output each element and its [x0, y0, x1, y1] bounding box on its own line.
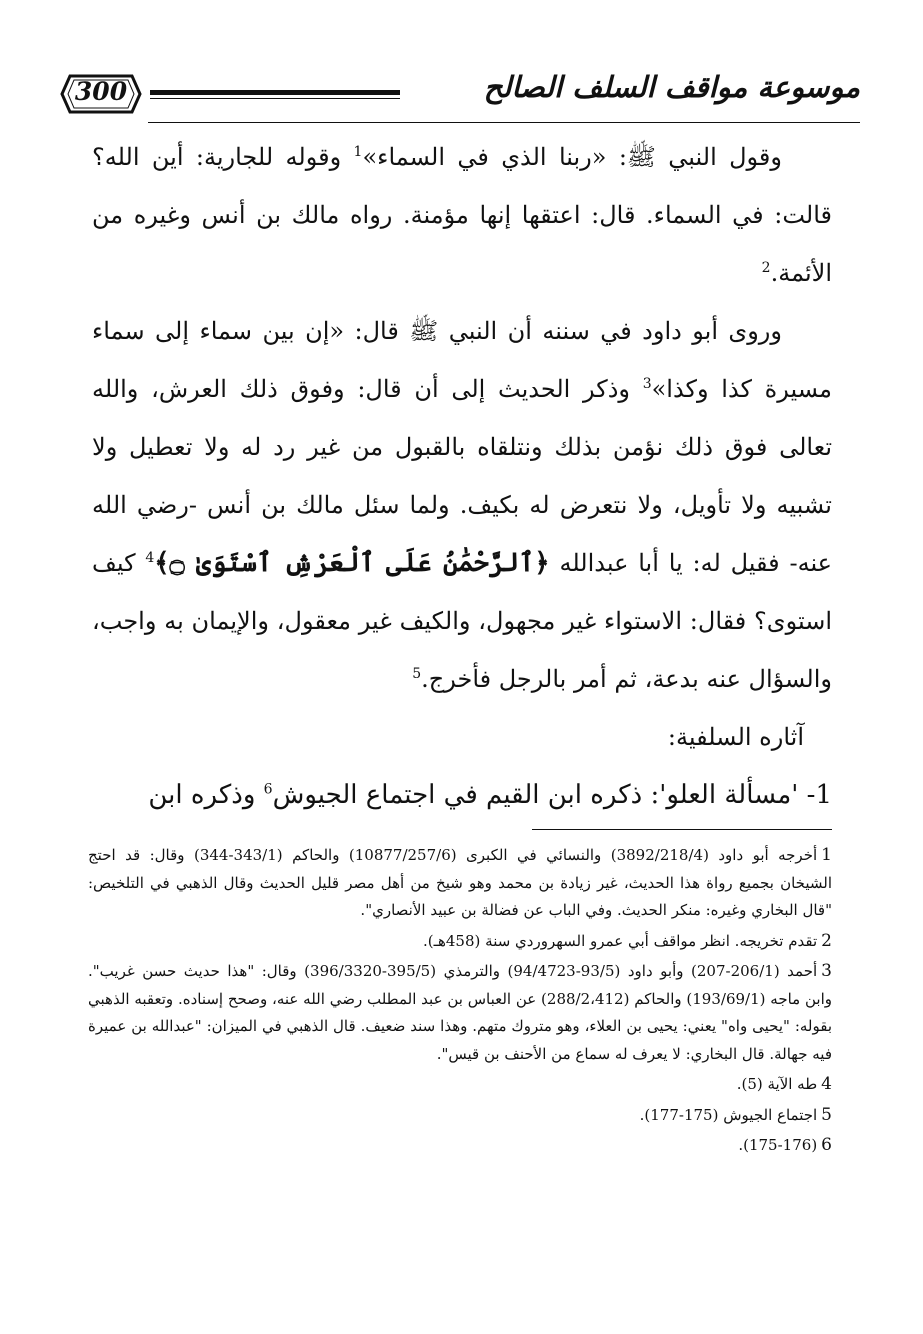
footnote-2 — [88, 928, 832, 956]
text-run: وذكره ابن — [148, 780, 264, 810]
series-title: موسوعة مواقف السلف الصالح — [483, 70, 860, 104]
footnote-number: 3 — [821, 961, 832, 981]
footnote-separator — [532, 829, 832, 830]
text-run: 1- 'مسألة العلو': ذكره ابن القيم في اجتماع الجيوش — [272, 780, 832, 810]
list-item-1 — [92, 766, 832, 824]
main-text — [92, 128, 832, 824]
footnote-5 — [88, 1102, 832, 1130]
footnote-4 — [88, 1071, 832, 1099]
footnote-ref-2[interactable]: 2 — [761, 260, 771, 276]
footnote-text: أحمد (206/1-207) وأبو داود (93/5-94/4723) والترمذي (395/5-396/3320) وقال: "هذا حديث حسن غريب". وابن ماجه (193/69/1) والحاكم (288/2،412) عن العباس بن عبد المطلب رضي الله عنه، وصحح إسناده. وتعقبه الذهبي بقوله: "يحيى واه" يعني: يحيى بن العلاء، وهو متروك متهم. وهذا سند ضعيف. قال الذهبي في الميزان: "عبدالله بن عميرة فيه جهالة. قال البخاري: لا يعرف له سماع من الأحنف بن قيس". — [88, 962, 833, 1063]
header-ornament-rule — [150, 90, 400, 99]
footnote-number: 6 — [821, 1135, 832, 1155]
header-divider — [148, 122, 860, 123]
section-subheading: آثاره السلفية: — [667, 723, 804, 751]
footnote-text: (175-176). — [738, 1136, 818, 1154]
text-run: كيف استوى؟ فقال: الاستواء غير مجهول، والكيف غير معقول، والإيمان به واجب، والسؤال عنه بدعة، ثم أمر بالرجل فأخرج. — [92, 549, 832, 693]
text-run: وقول النبي ﷺ: «ربنا الذي في السماء» — [362, 143, 782, 171]
text-run: وذكر الحديث إلى أن قال: وفوق ذلك العرش، والله تعالى فوق ذلك نؤمن بذلك ونتلقاه بالقبول من غير رد له ولا تعطيل ولا تشبيه ولا تأويل، ولا نتعرض له بكيف. ولما سئل مالك بن أنس -رضي الله عنه- فقيل له: يا أبا عبدالله — [92, 375, 833, 577]
footnote-ref-1[interactable]: 1 — [353, 144, 363, 160]
footnote-text: تقدم تخريجه. انظر مواقف أبي عمرو السهروردي سنة (458هـ). — [422, 931, 818, 950]
footnote-3 — [88, 958, 832, 1068]
footnote-6 — [88, 1132, 832, 1160]
footnote-text: اجتماع الجيوش (175-177). — [639, 1105, 818, 1124]
paragraph-2 — [92, 302, 832, 708]
footnote-number: 5 — [821, 1104, 832, 1125]
footnote-text: أخرجه أبو داود (3892/218/4) والنسائي في الكبرى (10877/257/6) والحاكم (343/1-344) وقال: قد احتج الشيخان بجميع رواة هذا الحديث، غير زيادة بن محمد وهو شيخ من أهل مصر قليل الحديث وقال الذهبي في التلخيص: "قال البخاري وغيره: منكر الحديث. وفي الباب عن فضالة بن عبيد الأنصاري". — [88, 846, 832, 919]
footnote-text: طه الآية (5). — [736, 1075, 818, 1093]
footnote-number: 1 — [821, 845, 832, 865]
text-run: وروى أبو داود في سننه أن النبي ﷺ قال: «إن بين سماء إلى سماء مسيرة كذا وكذا» — [92, 317, 832, 403]
footnote-number: 4 — [821, 1074, 832, 1094]
text-run: وقوله للجارية: أين الله؟ قالت: في السماء. قال: اعتقها إنها مؤمنة. رواه مالك بن أنس وغيره من الأئمة. — [92, 143, 832, 287]
page-number: 300 — [74, 77, 128, 106]
footnote-ref-3[interactable]: 3 — [642, 376, 652, 392]
footnote-number: 2 — [821, 930, 832, 951]
footnotes — [88, 842, 832, 1163]
paragraph-1 — [92, 128, 832, 302]
page-header — [60, 62, 860, 126]
quran-verse: ﴿ٱلرَّحْمَٰنُ عَلَى ٱلْعَرْشِ ٱسْتَوَىٰ ۝﴾ — [154, 548, 550, 578]
footnote-ref-5[interactable]: 5 — [412, 666, 422, 682]
page-number-frame — [60, 72, 142, 116]
footnote-ref-6[interactable]: 6 — [263, 781, 273, 798]
footnote-1 — [88, 842, 832, 925]
footnote-ref-4[interactable]: 4 — [145, 550, 155, 566]
